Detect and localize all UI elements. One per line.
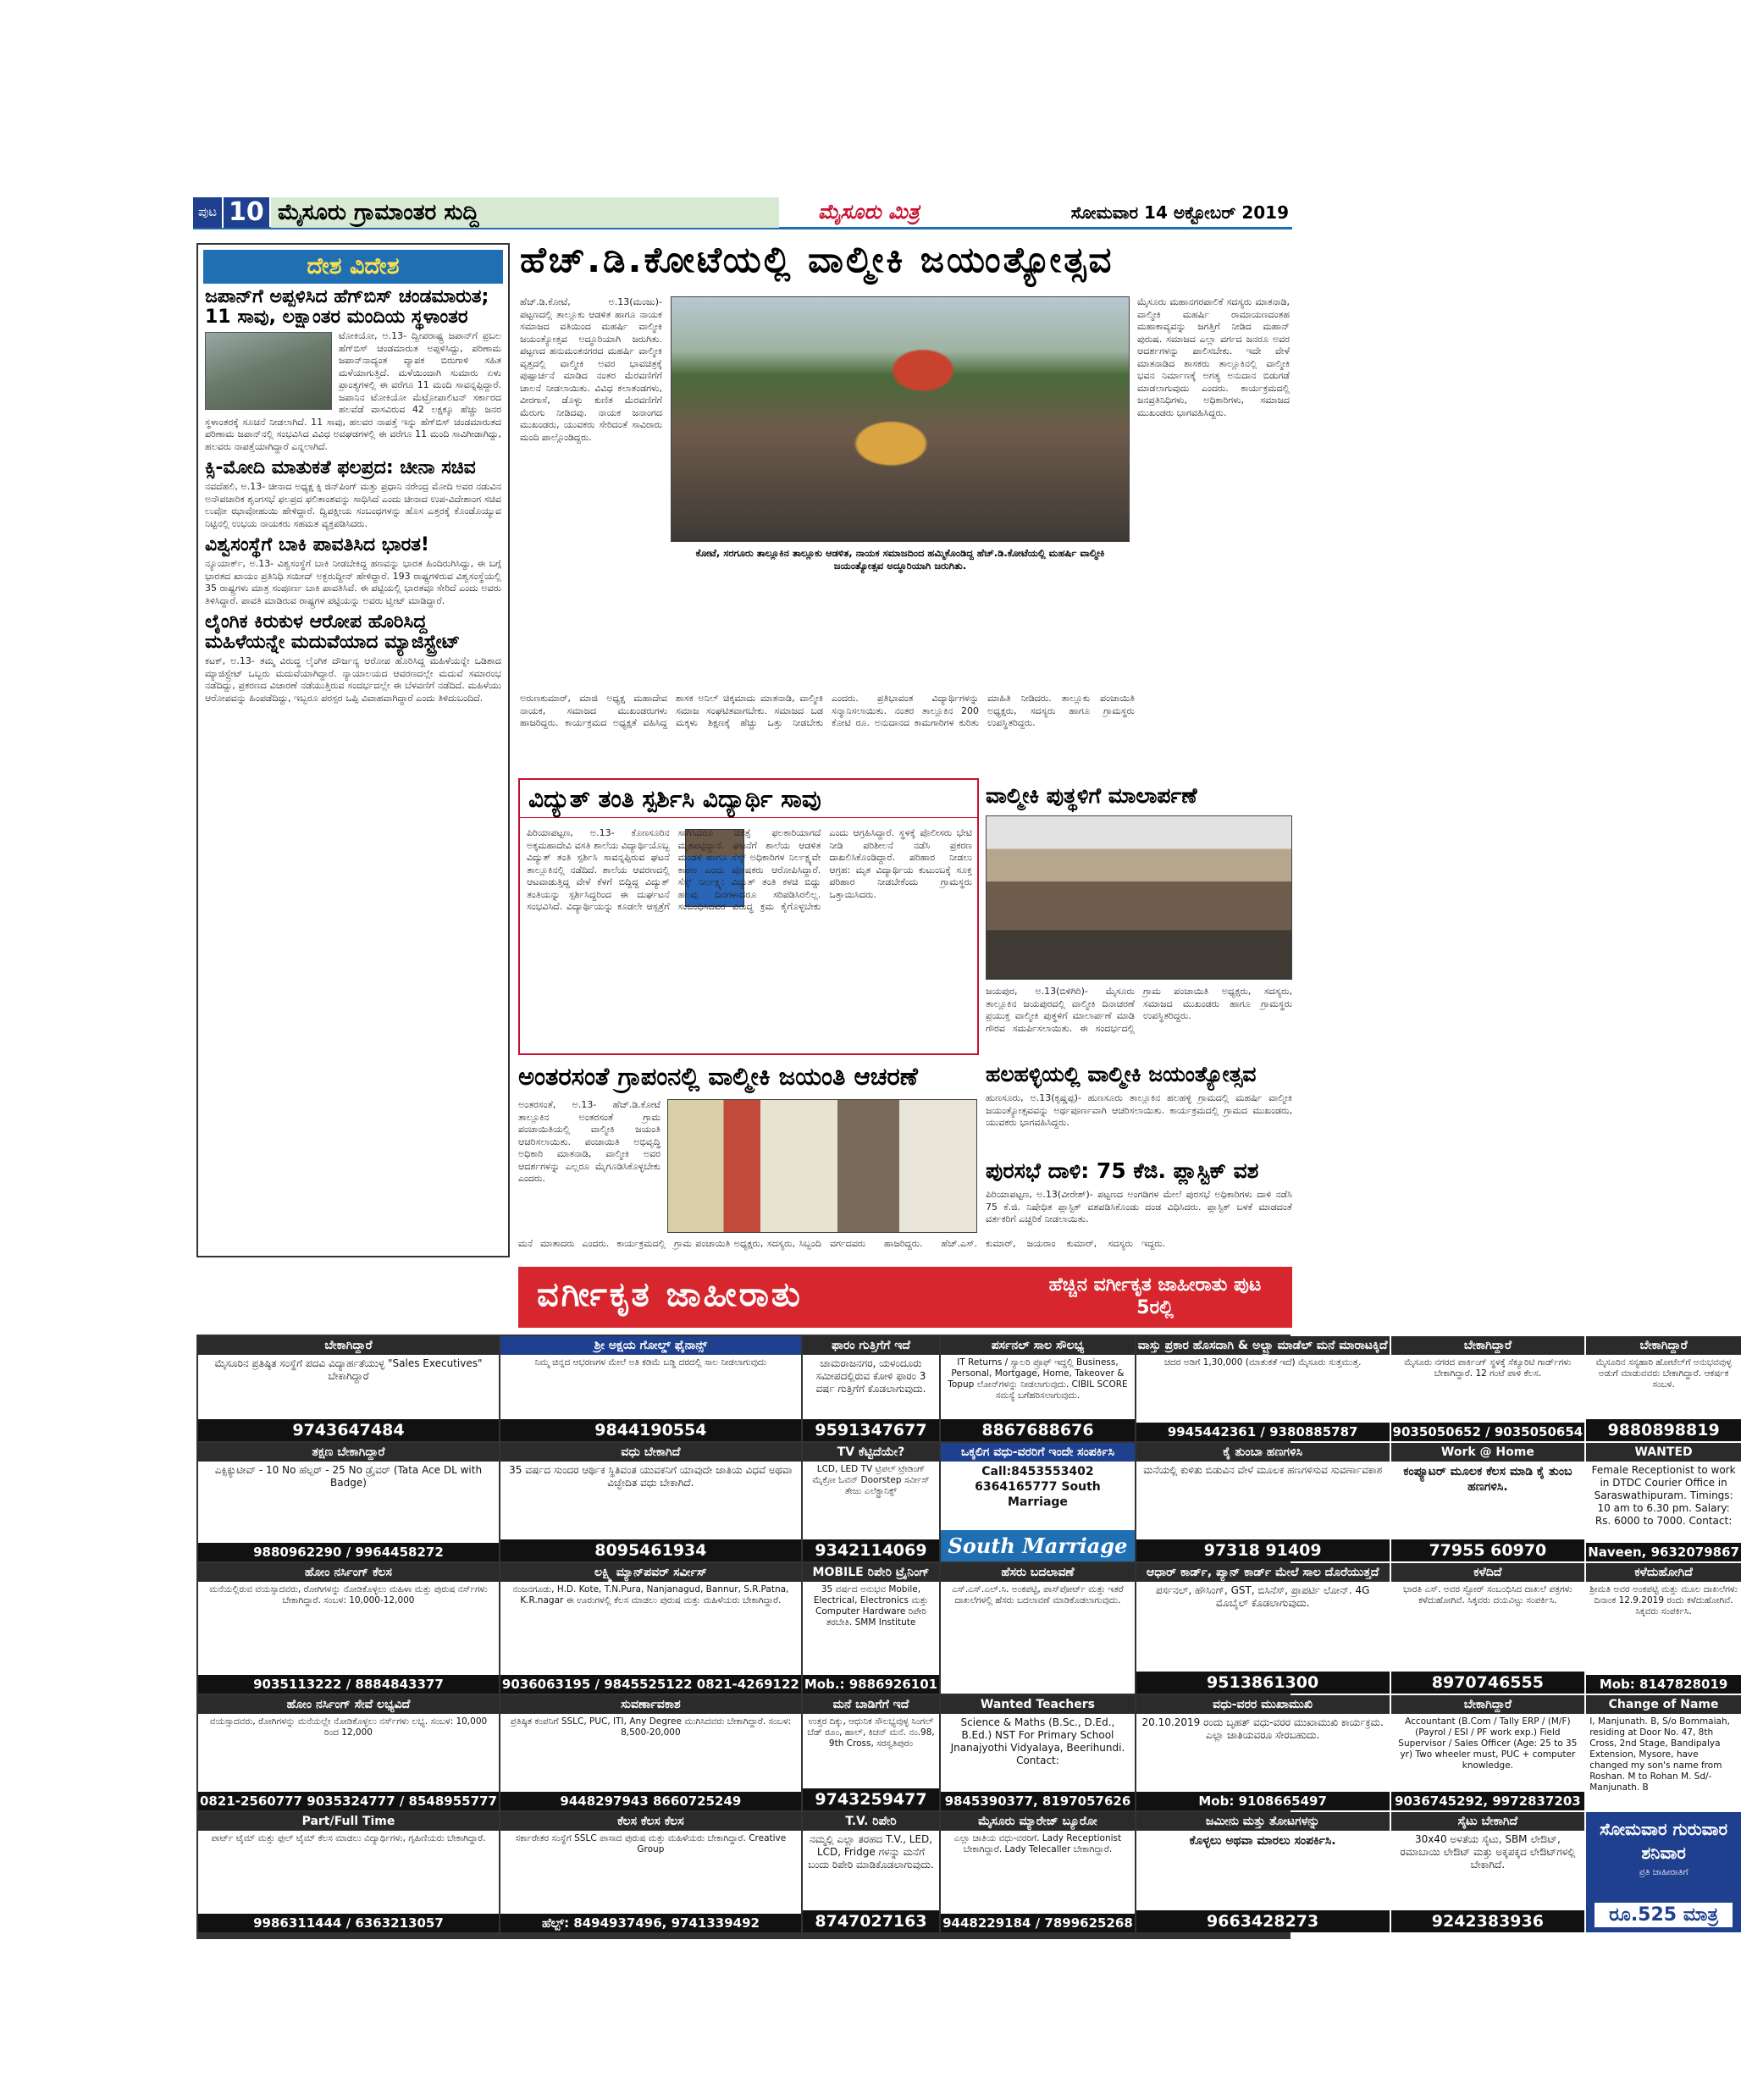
ad-heading: ವಾಸ್ತು ಪ್ರಕಾರ ಹೊಸದಾಗಿ & ಅಲ್ಟ್ರಾ ಮಾಡೆಲ್ ಮನೆ ಮಾರಾಟಕ್ಕಿದೆ	[1136, 1336, 1390, 1355]
ad-heading: ಕಳೆದಿದೆ	[1391, 1563, 1585, 1582]
ad-phone: Mob: 8147828019	[1586, 1675, 1741, 1694]
classified-ad	[803, 1443, 939, 1561]
ad-phone: 9743647484	[198, 1419, 499, 1441]
ad-heading: Work @ Home	[1391, 1443, 1585, 1462]
ad-heading: ಒಕ್ಕಲಿಗ ವಧು-ವರರಿಗೆ ಇಂದೇ ಸಂಪರ್ಕಿಸಿ	[941, 1443, 1135, 1462]
halalli-body: ಹುಣಸೂರು, ಅ.13(ಕೃಷ್ಣಪ್ಪ)- ಹುಣಸೂರು ತಾಲ್ಲೂಕಿನ ಹಲಹಳ್ಳಿ ಗ್ರಾಮದಲ್ಲಿ ಮಹರ್ಷಿ ವಾಲ್ಮೀಕಿ ಜಯಂತ್ಯೋತ್ಸವವನ್ನು ಅರ್ಥಪೂರ್ಣವಾಗಿ ಆಚರಿಸಲಾಯಿತು. ಕಾರ್ಯಕ್ರಮದಲ್ಲಿ ಗ್ರಾಮದ ಮುಖಂಡರು, ಯುವಕರು ಭಾಗವಹಿಸಿದ್ದರು.	[986, 1092, 1292, 1128]
ad-body: ಚದರ ಅಡಿಗೆ 1,30,000 (ಮಾತುಕತೆ ಇದೆ) ಮೈಸೂರು ಸುತ್ತಮುತ್ತ.	[1163, 1357, 1362, 1368]
procession-photo	[671, 296, 1130, 542]
ad-body: I, Manjunath. B, S/o Bommaiah, residing at Door No. 47, 8th Cross, 2nd Stage, Bandipalya Extension, Mysore, have changed my son's name from Roshan. M to Rohan M. Sd/- Manjunath. B	[1589, 1716, 1730, 1793]
left-story-2	[198, 458, 508, 530]
ad-phone: 9845390377, 8197057626	[941, 1792, 1135, 1810]
ad-body: ಮನೆಯಲ್ಲಿ ಕುಳಿತು ಬಿಡುವಿನ ವೇಳೆ ಮೂಲಕ ಹಣಗಳಿಸುವ ಸುವರ್ಣಾವಕಾಶ	[1143, 1464, 1383, 1476]
classified-ads-grid	[196, 1335, 1739, 1939]
classified-ad	[1586, 1695, 1741, 1810]
ad-heading: ಬೇಕಾಗಿದ್ದಾರೆ	[1586, 1336, 1741, 1355]
ad-body: 35 ವರ್ಷದ ಅನುಭವ Mobile, Electrical, Electronics ಮತ್ತು Computer Hardware ರಿಪೇರಿ ತರಬೇತಿ. SMM Institute	[813, 1584, 929, 1628]
ad-phone: 97318 91409	[1136, 1539, 1390, 1561]
ad-body: ವಯಸ್ಸಾದವರು, ರೋಗಿಗಳನ್ನು ಮನೆಯಲ್ಲೇ ನೋಡಿಕೊಳ್ಳಲು ನರ್ಸ್‌ಗಳು ಲಭ್ಯ. ಸಂಬಳ: 10,000 ರಿಂದ 12,000	[209, 1716, 488, 1738]
ad-heading: ತಕ್ಷಣ ಬೇಕಾಗಿದ್ದಾರೆ	[198, 1443, 499, 1462]
ad-heading: ಆಧಾರ್ ಕಾರ್ಡ್, ಪ್ಯಾನ್ ಕಾರ್ಡ್ ಮೇಲೆ ಸಾಲ ದೊರೆಯುತ್ತದೆ	[1136, 1563, 1390, 1582]
promo-price: ರೂ.525 ಮಾತ್ರ	[1595, 1903, 1733, 1927]
lead-headline: ಹೆಚ್.ಡಿ.ಕೋಟೆಯಲ್ಲಿ ವಾಲ್ಮೀಕಿ ಜಯಂತ್ಯೋತ್ಸವ	[520, 239, 1114, 280]
lead-body-continued: ಅರುಣಕುಮಾರ್, ಮಾಜಿ ಅಧ್ಯಕ್ಷ ಮಹಾದೇವ ನಾಯಕ, ಸಮಾಜದ ಮುಖಂಡರುಗಳು ಹಾಜರಿದ್ದರು. ಕಾರ್ಯಕ್ರಮದ ಅಧ್ಯಕ್ಷತೆ ವಹಿಸಿದ್ದ ಶಾಸಕ ಅನಿಲ್ ಚಿಕ್ಕಮಾದು ಮಾತನಾಡಿ, ವಾಲ್ಮೀಕಿ ಸಮಾಜ ಸಂಘಟಿತವಾಗಬೇಕು. ಸಮಾಜದ ಬಡ ಮಕ್ಕಳು ಶಿಕ್ಷಣಕ್ಕೆ ಹೆಚ್ಚು ಒತ್ತು ನೀಡಬೇಕು ಎಂದರು. ಪ್ರತಿಭಾವಂತ ವಿದ್ಯಾರ್ಥಿಗಳನ್ನು ಸನ್ಮಾನಿಸಲಾಯಿತು. ನಂತರ ತಾಲ್ಲೂಕಿನ 200 ಕೋಟಿ ರೂ. ಅನುದಾನದ ಕಾಮಗಾರಿಗಳ ಕುರಿತು ಮಾಹಿತಿ ನೀಡಿದರು. ತಾಲ್ಲೂಕು ಪಂಚಾಯಿತಿ ಅಧ್ಯಕ್ಷರು, ಸದಸ್ಯರು ಹಾಗೂ ಗ್ರಾಮಸ್ಥರು ಉಪಸ್ಥಿತರಿದ್ದರು.	[520, 693, 1135, 728]
ad-heading: ಪರ್ಸನಲ್ ಸಾಲ ಸೌಲಭ್ಯ	[941, 1336, 1135, 1355]
left-story-1	[198, 287, 508, 453]
ad-body: ನಂಜನಗೂಡು, H.D. Kote, T.N.Pura, Nanjanagud, Bannur, S.R.Patna, K.R.nagar ಈ ಊರುಗಳಲ್ಲಿ ಕೆಲಸ ಮಾಡಲು ಪುರುಷ ಮತ್ತು ಮಹಿಳೆಯರು ಬೇಕಾಗಿದ್ದಾರೆ.	[512, 1584, 789, 1605]
ad-heading: ಶ್ರೀ ಅಕ್ಷಯ ಗೋಲ್ಡ್ ಫೈನಾನ್ಸ್	[500, 1336, 801, 1355]
south-marriage-logo: South Marriage	[941, 1530, 1135, 1561]
classified-ad	[1391, 1336, 1585, 1441]
left-news-column	[196, 243, 510, 1257]
classified-ad	[1586, 1336, 1741, 1441]
ad-heading: T.V. ರಿಪೇರಿ	[803, 1812, 939, 1831]
ad-body: ಎಸ್.ಎಸ್.ಎಲ್.ಸಿ. ಅಂಕಪಟ್ಟಿ, ಪಾಸ್‌ಪೋರ್ಟ್ ಮತ್ತು ಇತರೆ ದಾಖಲೆಗಳಲ್ಲಿ ಹೆಸರು ಬದಲಾವಣೆ ಮಾಡಿಕೊಡಲಾಗುವುದು.	[952, 1584, 1124, 1605]
ad-phone: 9448297943 8660725249	[500, 1792, 801, 1810]
ad-phone: 8095461934	[500, 1539, 801, 1561]
halalli-headline: ಹಲಹಳ್ಳಿಯಲ್ಲಿ ವಾಲ್ಮೀಕಿ ಜಯಂತ್ಯೋತ್ಸವ	[986, 1062, 1257, 1086]
ad-heading: Change of Name	[1586, 1695, 1741, 1714]
classified-ad	[1136, 1695, 1390, 1810]
garland-photo	[986, 815, 1292, 980]
lead-body-col1: ಹೆಚ್.ಡಿ.ಕೋಟೆ, ಅ.13(ಮಂಜು)- ಪಟ್ಟಣದಲ್ಲಿ ತಾಲ್ಲೂಕು ಆಡಳಿತ ಹಾಗೂ ನಾಯಕ ಸಮಾಜದ ವತಿಯಿಂದ ಮಹರ್ಷಿ ವಾಲ್ಮೀಕಿ ಜಯಂತ್ಯೋತ್ಸವ ಅದ್ಧೂರಿಯಾಗಿ ಜರುಗಿತು. ಪಟ್ಟಣದ ಹನುಮಂತನಗರದ ಮಹರ್ಷಿ ವಾಲ್ಮೀಕಿ ವೃತ್ತದಲ್ಲಿ ವಾಲ್ಮೀಕಿ ಅವರ ಭಾವಚಿತ್ರಕ್ಕೆ ಪುಷ್ಪಾರ್ಚನೆ ಮಾಡಿದ ನಂತರ ಮೆರವಣಿಗೆಗೆ ಚಾಲನೆ ನೀಡಲಾಯಿತು. ವಿವಿಧ ಕಲಾತಂಡಗಳು, ವೀರಗಾಸೆ, ಡೊಳ್ಳು ಕುಣಿತ ಮೆರವಣಿಗೆಗೆ ಮೆರುಗು ನೀಡಿದವು. ನಾಯಕ ಜನಾಂಗದ ಮುಖಂಡರು, ಯುವಕರು ಸೇರಿದಂತೆ ಸಾವಿರಾರು ಮಂದಿ ಪಾಲ್ಗೊಂಡಿದ್ದರು.	[520, 296, 662, 443]
ad-heading: MOBILE ರಿಪೇರಿ ಟ್ರೈನಿಂಗ್	[803, 1563, 939, 1582]
ad-body: 35 ವರ್ಷದ ಸುಂದರ ಆರ್ಥಿಕ ಸ್ಥಿತಿವಂತ ಯುವಕನಿಗೆ ಯಾವುದೇ ಜಾತಿಯ ವಿಧವೆ ಅಥವಾ ವಿಚ್ಛೇದಿತ ವಧು ಬೇಕಾಗಿದೆ.	[509, 1464, 793, 1489]
classified-ad	[941, 1336, 1135, 1441]
ad-body: ಕಂಪ್ಯೂಟರ್ ಮೂಲಕ ಕೆಲಸ ಮಾಡಿ ಕೈ ತುಂಬ ಹಣಗಳಿಸಿ.	[1403, 1465, 1572, 1494]
ad-body: ಎಕ್ಸಿಕ್ಯುಟೀವ್ - 10 No ಹೆಲ್ಪರ್ - 25 No ಡ್ರೈವರ್ (Tata Ace DL with Badge)	[214, 1464, 483, 1489]
ad-body: ಕೊಳ್ಳಲು ಅಥವಾ ಮಾರಲು ಸಂಪರ್ಕಿಸಿ.	[1189, 1834, 1336, 1848]
ad-body: ಸರ್ಕಾರೇತರ ಸಂಸ್ಥೆಗೆ SSLC ಪಾಸಾದ ಪುರುಷ ಮತ್ತು ಮಹಿಳೆಯರು ಬೇಕಾಗಿದ್ದಾರೆ. Creative Group	[515, 1833, 787, 1854]
ad-rate-promo	[1586, 1812, 1741, 1932]
ad-heading: WANTED	[1586, 1443, 1741, 1462]
ad-body: ಉತ್ತರ ದಿಕ್ಕು, ಆಧುನಿಕ ಸೌಲಭ್ಯವುಳ್ಳ ಸಿಂಗಲ್ ಬೆಡ್ ರೂಂ, ಹಾಲ್, ಕಿಚನ್ ಮನೆ. ನಂ.98, 9th Cross, ಸರಸ್ವತಿಪುರಂ	[807, 1716, 935, 1749]
left-story-4	[198, 612, 508, 705]
page-number: 10	[222, 197, 269, 228]
left-story-body: ನವದೆಹಲಿ, ಅ.13- ಚೀನಾದ ಅಧ್ಯಕ್ಷ ಕ್ಸಿ ಜಿನ್‌ಪಿಂಗ್ ಮತ್ತು ಪ್ರಧಾನಿ ನರೇಂದ್ರ ಮೋದಿ ಅವರ ನಡುವಿನ ಅನೌಪಚಾರಿಕ ಶೃಂಗಸಭೆ ಫಲಪ್ರದ ಫಲಿತಾಂಶವನ್ನು ಸಾಧಿಸಿದೆ ಎಂದು ಚೀನಾದ ಉಪ-ವಿದೇಶಾಂಗ ಸಚಿವ ಲುವೋ ಝಾವೋಹುಯಿ ಹೇಳಿದ್ದಾರೆ. ದ್ವಿಪಕ್ಷೀಯ ಸಂಬಂಧಗಳನ್ನು ಹೊಸ ಎತ್ತರಕ್ಕೆ ಕೊಂಡೊಯ್ಯುವ ನಿಟ್ಟಿನಲ್ಲಿ ಉಭಯ ನಾಯಕರು ಸಹಮತ ವ್ಯಕ್ತಪಡಿಸಿದರು.	[205, 481, 501, 529]
classified-title: ವರ್ಗೀಕೃತ ಜಾಹೀರಾತು	[537, 1275, 803, 1314]
left-story-body: ನ್ಯೂಯಾರ್ಕ್, ಅ.13- ವಿಶ್ವಸಂಸ್ಥೆಗೆ ಬಾಕಿ ನೀಡಬೇಕಿದ್ದ ಹಣವನ್ನು ಭಾರತ ಹಿಂದಿರುಗಿಸಿದ್ದು, ಈ ಬಗ್ಗೆ ಭಾರತದ ಖಾಯಂ ಪ್ರತಿನಿಧಿ ಸಯೀದ್ ಅಕ್ಬರುದ್ದೀನ್ ಹೇಳಿದ್ದಾರೆ. 193 ರಾಷ್ಟ್ರಗಳಿರುವ ವಿಶ್ವಸಂಸ್ಥೆಯಲ್ಲಿ 35 ರಾಷ್ಟ್ರಗಳು ಮಾತ್ರ ಸಂಪೂರ್ಣ ಬಾಕಿ ಪಾವತಿಸಿವೆ. ಈ ಪಟ್ಟಿಯಲ್ಲಿ ಭಾರತವೂ ಸೇರಿದೆ ಎಂದು ಅವರು ತಿಳಿಸಿದ್ದಾರೆ. ಪಾವತಿ ಮಾಡಿರುವ ರಾಷ್ಟ್ರಗಳ ಪಟ್ಟಿಯನ್ನು ಅವರು ಟ್ವೀಟ್ ಮಾಡಿದ್ದಾರೆ.	[205, 558, 501, 606]
ad-body: ಮೈಸೂರಿನ ಪ್ರತಿಷ್ಠಿತ ಸಂಸ್ಥೆಗೆ ಪದವಿ ವಿದ್ಯಾರ್ಹತೆಯುಳ್ಳ "Sales Executives" ಬೇಕಾಗಿದ್ದಾರೆ	[214, 1357, 483, 1382]
ad-phone: Mob.: 9886926101	[804, 1677, 938, 1692]
ad-heading: ಜಮೀನು ಮತ್ತು ತೋಟಗಳನ್ನು	[1136, 1812, 1390, 1831]
classified-ad	[803, 1695, 939, 1810]
left-story-body: ಟೋಕಿಯೋ, ಅ.13- ದ್ವೀಪರಾಷ್ಟ್ರ ಜಪಾನ್‌ಗೆ ಪ್ರಬಲ ಹೆಗ್‌ಬಿಸ್ ಚಂಡಮಾರುತ ಅಪ್ಪಳಿಸಿದ್ದು, ಪರಿಣಾಮ ಜಪಾನ್‌ನಾದ್ಯಂತ ವ್ಯಾಪಕ ಬಿರುಗಾಳಿ ಸಹಿತ ಮಳೆಯಾಗುತ್ತಿದೆ. ಮಳೆಯಿಂದಾಗಿ ಸುಮಾರು ಏಳು ಪ್ರಾಂತ್ಯಗಳಲ್ಲಿ ಈ ವರೆಗೂ 11 ಮಂದಿ ಸಾವನ್ನಪ್ಪಿದ್ದಾರೆ. ಜಪಾನಿನ ಟೋಕಿಯೋ ಮೆಟ್ರೋಪಾಲಿಟನ್ ಸರ್ಕಾರದ ಹಲವೆಡೆ ವಾಸವಿರುವ 42 ಲಕ್ಷಕ್ಕೂ ಹೆಚ್ಚು ಜನರ ಸ್ಥಳಾಂತರಕ್ಕೆ ಸೂಚನೆ ನೀಡಲಾಗಿದೆ. 11 ಸಾವು, ಹಲವರ ನಾಪತ್ತೆ ಇನ್ನು ಹೆಗ್‌ಬಿಸ್ ಚಂಡಮಾರುತದ ಪರಿಣಾಮ ಜಪಾನ್‌ನಲ್ಲಿ ಸಂಭವಿಸಿದ ವಿವಿಧ ಅವಘಡಗಳಲ್ಲಿ ಈ ವರೆಗೂ 11 ಮಂದಿ ಸಾವಿಗೀಡಾಗಿದ್ದು, ಹಲವರು ನಾಪತ್ತೆಯಾಗಿದ್ದಾರೆ ಎನ್ನಲಾಗಿದೆ.	[205, 330, 501, 452]
classified-subtitle: ಹೆಚ್ಚಿನ ವರ್ಗೀಕೃತ ಜಾಹೀರಾತು ಪುಟ 5ರಲ್ಲಿ	[1048, 1274, 1262, 1318]
ad-phone: 9945442361 / 9380885787	[1136, 1423, 1390, 1441]
ad-body: ಪ್ರತಿಷ್ಠಿತ ಕಂಪನಿಗೆ SSLC, PUC, ITI, Any Degree ಮುಗಿಸಿದವರು ಬೇಕಾಗಿದ್ದಾರೆ. ಸಂಬಳ: 8,500-20,000	[510, 1716, 792, 1738]
classified-ad	[500, 1812, 801, 1932]
classified-ad	[1136, 1336, 1390, 1441]
desha-videsha-banner: ದೇಶ ವಿದೇಶ	[203, 250, 503, 284]
ad-heading: ಮನೆ ಬಾಡಿಗೆಗೆ ಇದೆ	[803, 1695, 939, 1714]
left-story-body: ಕಟಕ್, ಅ.13- ತಮ್ಮ ವಿರುದ್ಧ ಲೈಂಗಿಕ ದೌರ್ಜನ್ಯ ಆರೋಪ ಹೊರಿಸಿದ್ದ ಮಹಿಳೆಯನ್ನೇ ಒಡಿಶಾದ ಮ್ಯಾಜಿಸ್ಟ್ರೇಟ್ ಒಬ್ಬರು ಮದುವೆಯಾಗಿದ್ದಾರೆ. ನ್ಯಾಯಾಲಯದ ಆವರಣದಲ್ಲೇ ಮದುವೆ ಸಮಾರಂಭ ನಡೆದಿದ್ದು, ಪ್ರಕರಣದ ವಿಚಾರಣೆ ನಡೆಯುತ್ತಿರುವ ಸಂದರ್ಭದಲ್ಲೇ ಈ ಬೆಳವಣಿಗೆ ನಡೆದಿದೆ. ಮಹಿಳೆಯು ಆರೋಪವನ್ನು ಹಿಂಪಡೆದಿದ್ದು, ಇಬ್ಬರೂ ಪರಸ್ಪರ ಒಪ್ಪಿ ವಿವಾಹವಾಗಿದ್ದಾರೆ ಎಂದು ತಿಳಿದುಬಂದಿದೆ.	[205, 655, 501, 704]
classified-ad	[941, 1695, 1135, 1810]
plastic-body: ಪಿರಿಯಾಪಟ್ಟಣ, ಅ.13(ವೀರೇಶ್)- ಪಟ್ಟಣದ ಅಂಗಡಿಗಳ ಮೇಲೆ ಪುರಸಭೆ ಅಧಿಕಾರಿಗಳು ದಾಳಿ ನಡೆಸಿ 75 ಕೆ.ಜಿ. ನಿಷೇಧಿತ ಪ್ಲಾಸ್ಟಿಕ್ ವಶಪಡಿಸಿಕೊಂಡು ದಂಡ ವಿಧಿಸಿದರು. ಪ್ಲಾಸ್ಟಿಕ್ ಬಳಕೆ ಮಾಡದಂತೆ ವರ್ತಕರಿಗೆ ಎಚ್ಚರಿಕೆ ನೀಡಲಾಯಿತು.	[986, 1189, 1292, 1224]
section-title: ಮೈಸೂರು ಗ್ರಾಮಾಂತರ ಸುದ್ದಿ	[271, 197, 779, 228]
page-number-box	[193, 197, 269, 228]
ad-phone: 9035113222 / 8884843377	[198, 1675, 499, 1694]
classified-ad	[1136, 1563, 1390, 1694]
ad-heading: Wanted Teachers	[941, 1695, 1135, 1714]
ad-body: ಶ್ರೀಮತಿ ಅವರ ಅಂಕಪಟ್ಟಿ ಮತ್ತು ಮೂಲ ದಾಖಲೆಗಳು ದಿನಾಂಕ 12.9.2019 ರಂದು ಕಳೆದುಹೋಗಿವೆ. ಸಿಕ್ಕವರು ಸಂಪರ್ಕಿಸಿ.	[1589, 1584, 1738, 1616]
promo-caption: ಪ್ರತಿ ಜಾಹೀರಾತಿಗೆ	[1639, 1867, 1688, 1877]
ad-phone: Mob: 9108665497	[1136, 1792, 1390, 1810]
classified-ad	[198, 1812, 499, 1932]
ad-phone: 9591347677	[803, 1419, 939, 1441]
ad-heading: ಬೇಕಾಗಿದ್ದಾರೆ	[198, 1336, 499, 1355]
ad-heading: ಹೆಸರು ಬದಲಾವಣೆ	[941, 1563, 1135, 1582]
classified-ad	[941, 1812, 1135, 1932]
storm-photo	[205, 332, 332, 410]
ad-body: Accountant (B.Com / Tally ERP / (M/F) (Payrol / ESI / PF work exp.) Field Supervisor / Sales Officer (Age: 25 to 35 yr) Two wheeler must, PUC + computer knowledge.	[1398, 1716, 1578, 1771]
ad-phone: 0821-2560777 9035324777 / 8548955777	[200, 1793, 497, 1809]
classified-ad	[500, 1336, 801, 1441]
ad-heading: ಕೆಲಸ ಕೆಲಸ ಕೆಲಸ	[500, 1812, 801, 1831]
classified-ad	[941, 1443, 1135, 1561]
classified-ad	[500, 1443, 801, 1561]
ad-heading: ಫಾರಂ ಗುತ್ತಿಗೆಗೆ ಇದೆ	[803, 1336, 939, 1355]
plastic-headline: ಪುರಸಭೆ ದಾಳಿ: 75 ಕೆಜಿ. ಪ್ಲಾಸ್ಟಿಕ್ ವಶ	[986, 1158, 1259, 1183]
ad-heading: ವಧು ಬೇಕಾಗಿದೆ	[500, 1443, 801, 1462]
ad-phone: 9986311444 / 6363213057	[198, 1914, 499, 1932]
ad-phone: 8970746555	[1391, 1672, 1585, 1694]
ad-heading: ಸೈಟು ಬೇಕಾಗಿದೆ	[1391, 1812, 1585, 1831]
anthara-body: ಅಂತರಸಂತೆ, ಅ.13- ಹೆಚ್.ಡಿ.ಕೋಟೆ ತಾಲ್ಲೂಕಿನ ಅಂತರಸಂತೆ ಗ್ರಾಮ ಪಂಚಾಯಿತಿಯಲ್ಲಿ ವಾಲ್ಮೀಕಿ ಜಯಂತಿ ಆಚರಿಸಲಾಯಿತು. ಪಂಚಾಯಿತಿ ಅಭಿವೃದ್ಧಿ ಅಧಿಕಾರಿ ಮಾತನಾಡಿ, ವಾಲ್ಮೀಕಿ ಅವರ ಆದರ್ಶಗಳನ್ನು ಎಲ್ಲರೂ ಮೈಗೂಡಿಸಿಕೊಳ್ಳಬೇಕು ಎಂದರು.	[518, 1099, 660, 1184]
ad-body: ಮನೆಯಲ್ಲಿರುವ ವಯಸ್ಸಾದವರು, ರೋಗಿಗಳನ್ನು ನೋಡಿಕೊಳ್ಳಲು ಮಹಿಳಾ ಮತ್ತು ಪುರುಷ ನರ್ಸ್‌ಗಳು ಬೇಕಾಗಿದ್ದಾರೆ. ಸಂಬಳ: 10,000-12,000	[209, 1584, 488, 1605]
ad-phone: 9663428273	[1136, 1910, 1390, 1932]
ad-heading: ಮೈಸೂರು ಮ್ಯಾರೇಜ್ ಬ್ಯೂರೋ	[941, 1812, 1135, 1831]
ad-body: ಚಾಮರಾಜನಗರ, ಯಳಂದೂರು ಸಮೀಪದಲ್ಲಿರುವ ಕೋಳಿ ಫಾರಂ 3 ವರ್ಷ ಗುತ್ತಿಗೆಗೆ ಕೊಡಲಾಗುವುದು.	[815, 1357, 926, 1395]
classified-ad	[1391, 1443, 1585, 1561]
garland-headline: ವಾಲ್ಮೀಕಿ ಪುತ್ಥಳಿಗೆ ಮಾಲಾರ್ಪಣೆ	[986, 783, 1197, 808]
ad-phone: 9844190554	[500, 1419, 801, 1441]
ad-body: ಪರ್ಸನಲ್, ಹೌಸಿಂಗ್, GST, ಬಿಸಿನೆಸ್, ಪ್ರಾಪರ್ಟಿ ಲೋನ್. 4G ಮೊಬೈಲ್ ಕೊಡಲಾಗುವುದು.	[1155, 1584, 1370, 1609]
ad-body: 20.10.2019 ರಂದು ಬೃಹತ್ ವಧು-ವರರ ಮುಖಾಮುಖಿ ಕಾರ್ಯಕ್ರಮ. ಎಲ್ಲಾ ಜಾತಿಯವರೂ ಸೇರಬಹುದು.	[1141, 1716, 1384, 1741]
classified-ad	[1391, 1563, 1585, 1694]
ad-phone: 9448229184 / 7899625268	[942, 1915, 1133, 1931]
ad-heading: Part/Full Time	[198, 1812, 499, 1831]
classified-ad	[1586, 1443, 1741, 1561]
left-story-headline: ಜಪಾನ್‌ಗೆ ಅಪ್ಪಳಿಸಿದ ಹೆಗ್‌ಬಿಸ್ ಚಂಡಮಾರುತ; 11 ಸಾವು, ಲಕ್ಷಾಂತರ ಮಂದಿಯ ಸ್ಥಳಾಂತರ	[205, 286, 489, 328]
classified-ad	[198, 1563, 499, 1694]
ad-heading: ಹೋಂ ನರ್ಸಿಂಗ್ ಕೆಲಸ	[198, 1563, 499, 1582]
ad-heading: TV ಕೆಟ್ಟಿದೆಯೇ?	[803, 1443, 939, 1462]
issue-date: ಸೋಮವಾರ 14 ಅಕ್ಟೋಬರ್ 2019	[1070, 202, 1289, 223]
ad-body: IT Returns / ಸ್ಯಾಲರಿ ಪ್ರೂಫ್ ಇದ್ದಲ್ಲಿ Business, Personal, Mortgage, Home, Takeover & Topup ಲೋನ್‌ಗಳನ್ನು ನೀಡಲಾಗುವುದು. CIBIL SCORE ಸಮಸ್ಯೆ ಬಗೆಹರಿಸಲಾಗುವುದು.	[948, 1357, 1128, 1401]
anthara-photo	[667, 1099, 977, 1233]
ad-phone: 8747027163	[803, 1910, 939, 1932]
page-word: ಪುಟ	[193, 197, 222, 228]
ad-body: LCD, LED TV ಟ್ರಿಪಲ್ ಟ್ರೇಡಿಂಗ್ ಮೈಕ್ರೋ ಓವನ್ Doorstep ಸರ್ವೀಸ್ ತೇಜು ಎಲೆಕ್ಟ್ರಾನಿಕ್ಸ್	[812, 1464, 930, 1496]
ad-phone: 9242383936	[1391, 1910, 1585, 1932]
lead-body-col2: ಮೈಸೂರು ಮಹಾನಗರಪಾಲಿಕೆ ಸದಸ್ಯರು ಮಾತನಾಡಿ, ವಾಲ್ಮೀಕಿ ಮಹರ್ಷಿ ರಾಮಾಯಣದಂತಹ ಮಹಾಕಾವ್ಯವನ್ನು ಜಗತ್ತಿಗೆ ನೀಡಿದ ಮಹಾನ್ ಪುರುಷ. ಸಮಾಜದ ಎಲ್ಲಾ ವರ್ಗದ ಜನರೂ ಅವರ ಆದರ್ಶಗಳನ್ನು ಪಾಲಿಸಬೇಕು. ಇದೇ ವೇಳೆ ಮಾತನಾಡಿದ ಶಾಸಕರು ತಾಲ್ಲೂಕಿನಲ್ಲಿ ವಾಲ್ಮೀಕಿ ಭವನ ನಿರ್ಮಾಣಕ್ಕೆ ಅಗತ್ಯ ಅನುದಾನ ಬಿಡುಗಡೆ ಮಾಡಲಾಗುವುದು ಎಂದರು. ಕಾರ್ಯಕ್ರಮದಲ್ಲಿ ಜನಪ್ರತಿನಿಧಿಗಳು, ಅಧಿಕಾರಿಗಳು, ಸಮಾಜದ ಮುಖಂಡರು ಭಾಗವಹಿಸಿದ್ದರು.	[1137, 296, 1290, 418]
anthara-headline: ಅಂತರಸಂತೆ ಗ್ರಾಪಂನಲ್ಲಿ ವಾಲ್ಮೀಕಿ ಜಯಂತಿ ಆಚರಣೆ	[518, 1062, 918, 1091]
ad-body: 30x40 ಅಳತೆಯ ಸೈಟು, SBM ಲೇಔಟ್, ರಮಾಬಾಯಿ ಲೇಔಟ್ ಮತ್ತು ಅಕ್ಕಪಕ್ಕದ ಲೇಔಟ್‌ಗಳಲ್ಲಿ ಬೇಕಾಗಿದೆ.	[1400, 1833, 1576, 1871]
classified-ad	[198, 1336, 499, 1441]
ad-heading: ಲಕ್ಷ್ಮಿ ಮ್ಯಾನ್‌ಪವರ್ ಸರ್ವೀಸ್	[500, 1563, 801, 1582]
classified-ad	[803, 1336, 939, 1441]
ad-phone: ಹೆಲ್ಪ್: 8494937496, 9741339492	[500, 1914, 801, 1932]
ad-body: Call:8453553402 6364165777 South Marriage	[975, 1465, 1101, 1509]
procession-photo-caption: ಕೋಟೆ, ಸರಗೂರು ತಾಲ್ಲೂಕಿನ ತಾಲ್ಲೂಕು ಆಡಳಿತ, ನಾಯಕ ಸಮಾಜದಿಂದ ಹಮ್ಮಿಕೊಂಡಿದ್ದ ಹೆಚ್.ಡಿ.ಕೋಟೆಯಲ್ಲಿ ಮಹರ್ಷಿ ವಾಲ್ಮೀಕಿ ಜಯಂತ್ಯೋತ್ಸವ ಅದ್ಧೂರಿಯಾಗಿ ಜರುಗಿತು.	[695, 547, 1105, 572]
left-story-headline: ಲೈಂಗಿಕ ಕಿರುಕುಳ ಆರೋಪ ಹೊರಿಸಿದ್ದ ಮಹಿಳೆಯನ್ನೇ ಮದುವೆಯಾದ ಮ್ಯಾಜಿಸ್ಟ್ರೇಟ್	[205, 611, 461, 653]
ad-phone: 9513861300	[1136, 1672, 1390, 1694]
ad-heading: ಬೇಕಾಗಿದ್ದಾರೆ	[1391, 1695, 1585, 1714]
ad-body: ನಮ್ಮಲ್ಲಿ ಎಲ್ಲಾ ತರಹದ T.V., LED, LCD, Fridge ಗಳನ್ನು ಮನೆಗೆ ಬಂದು ರಿಪೇರಿ ಮಾಡಿಕೊಡಲಾಗುವುದು.	[808, 1833, 934, 1871]
ad-heading: ಕೈ ತುಂಬಾ ಹಣಗಳಿಸಿ	[1136, 1443, 1390, 1462]
ad-phone: 9035050652 / 9035050654	[1392, 1424, 1583, 1440]
classified-ad	[1136, 1812, 1390, 1932]
ad-phone: 77955 60970	[1391, 1539, 1585, 1561]
student-story-body: ಪಿರಿಯಾಪಟ್ಟಣ, ಅ.13- ಕೊಣಸೂರಿನ ಅಕ್ಕಮಹಾದೇವಿ ವಸತಿ ಶಾಲೆಯ ವಿದ್ಯಾರ್ಥಿಯೊಬ್ಬ ವಿದ್ಯುತ್ ತಂತಿ ಸ್ಪರ್ಶಿಸಿ ಸಾವನ್ನಪ್ಪಿರುವ ಘಟನೆ ತಾಲ್ಲೂಕಿನಲ್ಲಿ ನಡೆದಿದೆ. ಶಾಲೆಯ ಆವರಣದಲ್ಲಿ ಆಟವಾಡುತ್ತಿದ್ದ ವೇಳೆ ಕೆಳಗೆ ಬಿದ್ದಿದ್ದ ವಿದ್ಯುತ್ ತಂತಿಯನ್ನು ಸ್ಪರ್ಶಿಸಿದ್ದರಿಂದ ಈ ದುರ್ಘಟನೆ ಸಂಭವಿಸಿದೆ. ವಿದ್ಯಾರ್ಥಿಯನ್ನು ಕೂಡಲೇ ಆಸ್ಪತ್ರೆಗೆ ಸಾಗಿಸಿದರೂ ಚಿಕಿತ್ಸೆ ಫಲಕಾರಿಯಾಗದೆ ಮೃತಪಟ್ಟಿದ್ದಾನೆ. ಘಟನೆಗೆ ಶಾಲೆಯ ಆಡಳಿತ ಮಂಡಳಿ ಹಾಗೂ ಸೆಸ್ಕ್ ಅಧಿಕಾರಿಗಳ ನಿರ್ಲಕ್ಷ್ಯವೇ ಕಾರಣ ಎಂದು ಪೋಷಕರು ಆರೋಪಿಸಿದ್ದಾರೆ. ಸೆಸ್ಕ್ ನಿರ್ಲಕ್ಷ್ಯ: ವಿದ್ಯುತ್ ತಂತಿ ಕಳಚಿ ಬಿದ್ದು ಹಲವು ದಿನಗಳಾದರೂ ಸರಿಪಡಿಸಿರಲಿಲ್ಲ. ಸಂಬಂಧಿಸಿದವರ ವಿರುದ್ಧ ಕ್ರಮ ಕೈಗೊಳ್ಳಬೇಕು ಎಂದು ಆಗ್ರಹಿಸಿದ್ದಾರೆ. ಸ್ಥಳಕ್ಕೆ ಪೊಲೀಸರು ಭೇಟಿ ನೀಡಿ ಪರಿಶೀಲನೆ ನಡೆಸಿ ಪ್ರಕರಣ ದಾಖಲಿಸಿಕೊಂಡಿದ್ದಾರೆ. ಪರಿಹಾರ ನೀಡಲು ಆಗ್ರಹ: ಮೃತ ವಿದ್ಯಾರ್ಥಿಯ ಕುಟುಂಬಕ್ಕೆ ಸೂಕ್ತ ಪರಿಹಾರ ನೀಡಬೇಕೆಂದು ಗ್ರಾಮಸ್ಥರು ಒತ್ತಾಯಿಸಿದರು.	[527, 827, 972, 912]
ad-heading: ಕಳೆದುಹೋಗಿದೆ	[1586, 1563, 1741, 1582]
promo-days: ಸೋಮವಾರ ಗುರುವಾರ ಶನಿವಾರ	[1600, 1819, 1728, 1863]
masthead	[193, 197, 1292, 229]
ad-body: ಪಾರ್ಟ್ ಟೈಮ್ ಮತ್ತು ಫುಲ್ ಟೈಮ್ ಕೆಲಸ ಮಾಡಲು ವಿದ್ಯಾರ್ಥಿಗಳು, ಗೃಹಿಣಿಯರು ಬೇಕಾಗಿದ್ದಾರೆ.	[211, 1833, 486, 1843]
ad-heading: ಬೇಕಾಗಿದ್ದಾರೆ	[1391, 1336, 1585, 1355]
left-story-3	[198, 535, 508, 607]
ad-heading: ಹೋಂ ನರ್ಸಿಂಗ್ ಸೇವೆ ಲಭ್ಯವಿದೆ	[198, 1695, 499, 1714]
anthara-body-continued: ಮನೆ ಮಾತಾದರು ಎಂದರು. ಕಾರ್ಯಕ್ರಮದಲ್ಲಿ ಗ್ರಾಮ ಪಂಚಾಯಿತಿ ಅಧ್ಯಕ್ಷರು, ಸದಸ್ಯರು, ಸಿಬ್ಬಂದಿ ವರ್ಗದವರು ಹಾಜರಿದ್ದರು. ಹೆಚ್.ಎಸ್. ಕುಮಾರ್, ಜಯರಾಂ ಕುಮಾರ್, ಸದಸ್ಯರು ಇದ್ದರು.	[518, 1238, 1166, 1249]
classified-ad	[1586, 1563, 1741, 1694]
classified-banner	[518, 1267, 1292, 1328]
ad-heading: ವಧು-ವರರ ಮುಖಾಮುಖಿ	[1136, 1695, 1390, 1714]
newspaper-logo: ಮೈಸೂರು ಮಿತ್ರ	[818, 199, 920, 224]
ad-phone: 9743259477	[803, 1788, 939, 1810]
ad-body: ಮೈಸೂರು ನಗರದ ಪಾರ್ಕಿಂಗ್ ಸ್ಥಳಕ್ಕೆ ಸೆಕ್ಯೂರಿಟಿ ಗಾರ್ಡ್‌ಗಳು ಬೇಕಾಗಿದ್ದಾರೆ. 12 ಗಂಟೆ ಪಾಳಿ ಕೆಲಸ.	[1404, 1357, 1572, 1379]
ad-phone: 9036745292, 9972837203	[1391, 1792, 1585, 1810]
ad-heading: ಸುವರ್ಣಾವಕಾಶ	[500, 1695, 801, 1714]
left-story-headline: ಕ್ಸಿ-ಮೋದಿ ಮಾತುಕತೆ ಫಲಪ್ರದ: ಚೀನಾ ಸಚಿವ	[205, 457, 476, 478]
classified-ad	[500, 1563, 801, 1694]
ad-phone: 9880962290 / 9964458272	[198, 1543, 499, 1561]
ad-body: Science & Maths (B.Sc., D.Ed., B.Ed.) NST For Primary School Jnanajyothi Vidyalaya, Beerihundi. Contact:	[950, 1716, 1125, 1766]
classified-ad	[198, 1443, 499, 1561]
left-story-headline: ವಿಶ್ವಸಂಸ್ಥೆಗೆ ಬಾಕಿ ಪಾವತಿಸಿದ ಭಾರತ!	[205, 534, 429, 555]
ad-body: ಭಾರತಿ ಎಸ್. ಅವರ ಸ್ಟೋರ್ ಸಂಬಂಧಿಸಿದ ದಾಖಲೆ ಪತ್ರಗಳು ಕಳೆದುಹೋಗಿವೆ. ಸಿಕ್ಕವರು ದಯವಿಟ್ಟು ಸಂಪರ್ಕಿಸಿ.	[1403, 1584, 1572, 1605]
ad-phone: 8867688676	[941, 1419, 1135, 1441]
ad-phone: 9342114069	[803, 1539, 939, 1561]
ad-body: ಎಲ್ಲಾ ಜಾತಿಯ ವಧು-ವರರಿಗೆ. Lady Receptionist ಬೇಕಾಗಿದ್ದಾರೆ. Lady Telecaller ಬೇಕಾಗಿದ್ದಾರೆ.	[953, 1833, 1122, 1854]
ad-body: ನಿಮ್ಮ ಚಿನ್ನದ ಆಭರಣಗಳ ಮೇಲೆ ಅತಿ ಕಡಿಮೆ ಬಡ್ಡಿ ದರದಲ್ಲಿ ಸಾಲ ನೀಡಲಾಗುವುದು	[534, 1357, 767, 1368]
classified-ad	[941, 1563, 1135, 1694]
classified-ad	[500, 1695, 801, 1810]
classified-ad	[1391, 1695, 1585, 1810]
garland-body: ಜಯಪುರ, ಅ.13(ಬಿಳಿಗಿರಿ)- ಮೈಸೂರು ತಾಲ್ಲೂಕಿನ ಜಯಪುರದಲ್ಲಿ ವಾಲ್ಮೀಕಿ ದಿನಾಚರಣೆ ಪ್ರಯುಕ್ತ ವಾಲ್ಮೀಕಿ ಪುತ್ಥಳಿಗೆ ಮಾಲಾರ್ಪಣೆ ಮಾಡಿ ಗೌರವ ಸಮರ್ಪಿಸಲಾಯಿತು. ಈ ಸಂದರ್ಭದಲ್ಲಿ ಗ್ರಾಮ ಪಂಚಾಯಿತಿ ಅಧ್ಯಕ್ಷರು, ಸದಸ್ಯರು, ಸಮಾಜದ ಮುಖಂಡರು ಹಾಗೂ ಗ್ರಾಮಸ್ಥರು ಉಪಸ್ಥಿತರಿದ್ದರು.	[986, 986, 1292, 1034]
student-story-headline: ವಿದ್ಯುತ್ ತಂತಿ ಸ್ಪರ್ಶಿಸಿ ವಿದ್ಯಾರ್ಥಿ ಸಾವು	[520, 780, 977, 818]
classified-ad	[198, 1695, 499, 1810]
classified-ad	[1136, 1443, 1390, 1561]
ad-phone: 9880898819	[1586, 1419, 1741, 1441]
student-story-box	[518, 778, 979, 1055]
classified-ad	[803, 1563, 939, 1694]
ad-body: Female Receptionist to work in DTDC Courier Office in Saraswathipuram. Timings: 10 am to 6.30 pm. Salary: Rs. 6000 to 7000. Contact:	[1591, 1464, 1736, 1527]
classified-ad	[1391, 1812, 1585, 1932]
ad-body: ಮೈಸೂರಿನ ಸಸ್ಯಹಾರಿ ಹೋಟೆಲ್‌ಗೆ ಅನುಭವವುಳ್ಳ ಅಡುಗೆ ಮಾಡುವವರು ಬೇಕಾಗಿದ್ದಾರೆ. ಆಕರ್ಷಕ ಸಂಬಳ.	[1595, 1357, 1732, 1390]
classified-ad	[803, 1812, 939, 1932]
ad-phone: 9036063195 / 9845525122 0821-4269122	[501, 1677, 799, 1692]
ad-phone: Naveen, 9632079867	[1588, 1545, 1739, 1560]
